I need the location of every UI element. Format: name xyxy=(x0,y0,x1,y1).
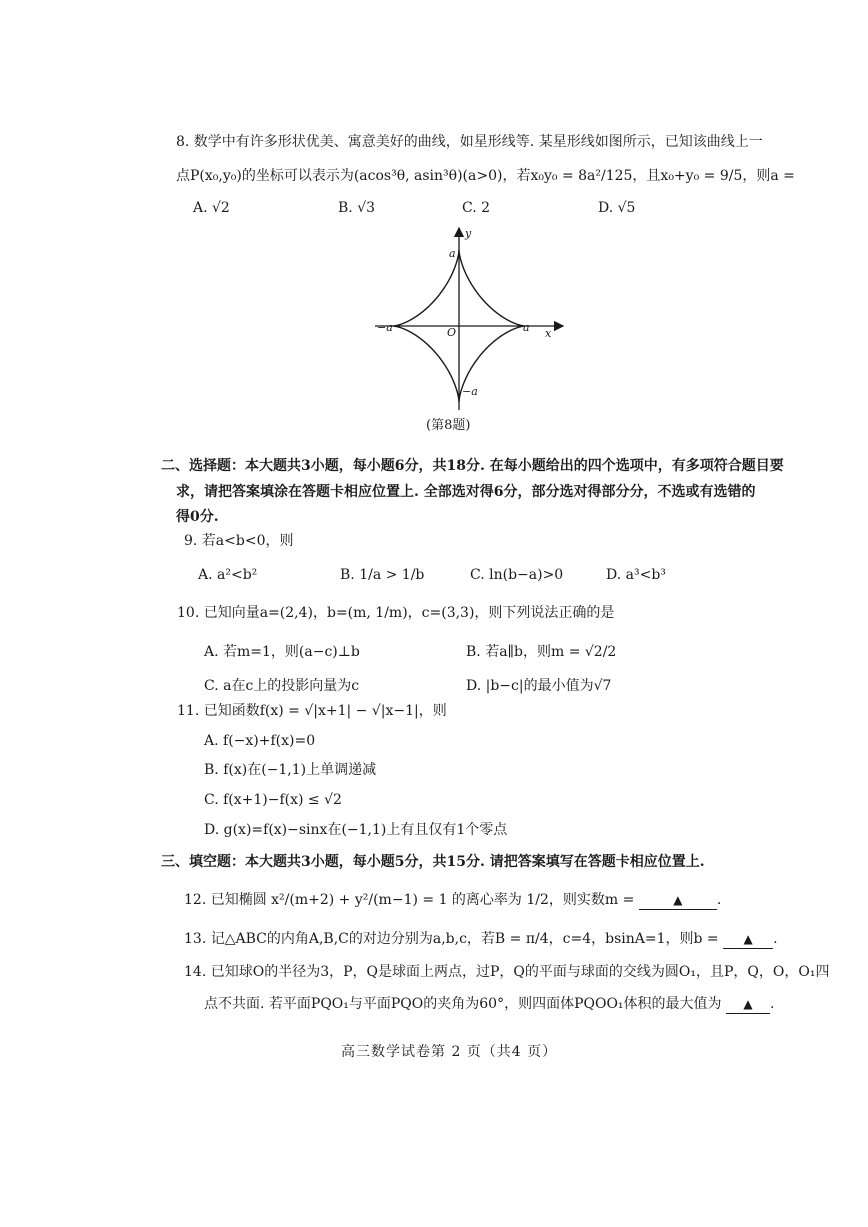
astroid-figure xyxy=(355,222,570,417)
q9-option-b: B. 1/a > 1/b xyxy=(340,567,425,583)
q11-option-d: D. g(x)=f(x)−sinx在(−1,1)上有且仅有1个零点 xyxy=(204,822,508,838)
q10-option-d: D. |b−c|的最小值为√7 xyxy=(466,678,612,694)
q13-line xyxy=(184,929,778,949)
q14-end: . xyxy=(770,996,775,1012)
x-axis-label: x xyxy=(545,327,552,340)
page-footer: 高三数学试卷第 2 页（共4 页） xyxy=(341,1044,558,1060)
q8-line1: 8. 数学中有许多形状优美、寓意美好的曲线，如星形线等. 某星形线如图所示，已知该曲线上一 xyxy=(176,134,763,150)
q13-answer-blank xyxy=(723,930,773,949)
section2-line3: 得0分. xyxy=(176,509,219,525)
q9-option-c: C. ln(b−a)>0 xyxy=(470,567,564,583)
q8-option-d: D. √5 xyxy=(598,200,636,216)
q14-line1: 14. 已知球O的半径为3，P，Q是球面上两点，过P，Q的平面与球面的交线为圆O₁，且P，Q，O，O₁四 xyxy=(184,964,830,980)
bottom-label: −a xyxy=(462,385,478,398)
q13-text: 13. 记△ABC的内角A,B,C的对边分别为a,b,c，若B = π/4，c=4，bsinA=1，则b = xyxy=(184,931,719,947)
top-label: a xyxy=(449,247,456,260)
section2-line1: 二、选择题：本大题共3小题，每小题6分，共18分. 在每小题给出的四个选项中，有多项符合题目要 xyxy=(161,458,784,474)
q13-end: . xyxy=(773,931,778,947)
q9-option-a: A. a²<b² xyxy=(198,567,258,583)
q8-option-b: B. √3 xyxy=(338,200,376,216)
left-label: −a xyxy=(377,321,393,334)
q10-option-b: B. 若a∥b，则m = √2/2 xyxy=(466,644,617,660)
origin-label: O xyxy=(447,326,457,339)
right-label: a xyxy=(523,321,530,334)
q11-stem: 11. 已知函数f(x) = √|x+1| − √|x−1|，则 xyxy=(177,703,447,719)
q12-answer-blank xyxy=(639,891,717,910)
q8-caption: (第8题) xyxy=(426,418,471,433)
q13-blank-marker: ▲ xyxy=(743,932,753,946)
section3-line1: 三、填空题：本大题共3小题，每小题5分，共15分. 请把答案填写在答题卡相应位置上. xyxy=(161,854,705,870)
q14-line2 xyxy=(204,994,774,1014)
q9-option-d: D. a³<b³ xyxy=(606,567,666,583)
q8-option-c: C. 2 xyxy=(462,200,491,216)
q11-option-c: C. f(x+1)−f(x) ≤ √2 xyxy=(204,792,342,808)
section2-line2: 求，请把答案填涂在答题卡相应位置上. 全部选对得6分，部分选对得部分分，不选或有选错的 xyxy=(176,484,756,500)
q12-text: 12. 已知椭圆 x²/(m+2) + y²/(m−1) = 1 的离心率为 1/2，则实数m = xyxy=(184,892,635,908)
q14-blank-marker: ▲ xyxy=(743,997,753,1011)
q14-answer-blank xyxy=(726,995,770,1014)
q11-option-b: B. f(x)在(−1,1)上单调递减 xyxy=(204,762,377,778)
y-axis-label: y xyxy=(465,227,472,240)
q11-option-a: A. f(−x)+f(x)=0 xyxy=(204,733,316,749)
q10-option-c: C. a在c上的投影向量为c xyxy=(204,678,360,694)
q8-option-a: A. √2 xyxy=(193,200,230,216)
q8-line2: 点P(x₀,y₀)的坐标可以表示为(acos³θ, asin³θ)(a>0)，若x₀y₀ = 8a²/125，且x₀+y₀ = 9/5，则a = xyxy=(176,168,795,184)
q10-stem: 10. 已知向量a=(2,4)，b=(m, 1/m)，c=(3,3)，则下列说法正确的是 xyxy=(177,605,615,621)
q10-option-a: A. 若m=1，则(a−c)⊥b xyxy=(204,644,360,660)
q9-stem: 9. 若a<b<0，则 xyxy=(184,533,294,549)
q12-end: . xyxy=(716,892,722,908)
q12-line xyxy=(184,890,721,910)
q12-blank-marker: ▲ xyxy=(673,893,683,907)
q14-text: 点不共面. 若平面PQO₁与平面PQO的夹角为60°，则四面体PQOO₁体积的最大值为 xyxy=(204,996,722,1012)
